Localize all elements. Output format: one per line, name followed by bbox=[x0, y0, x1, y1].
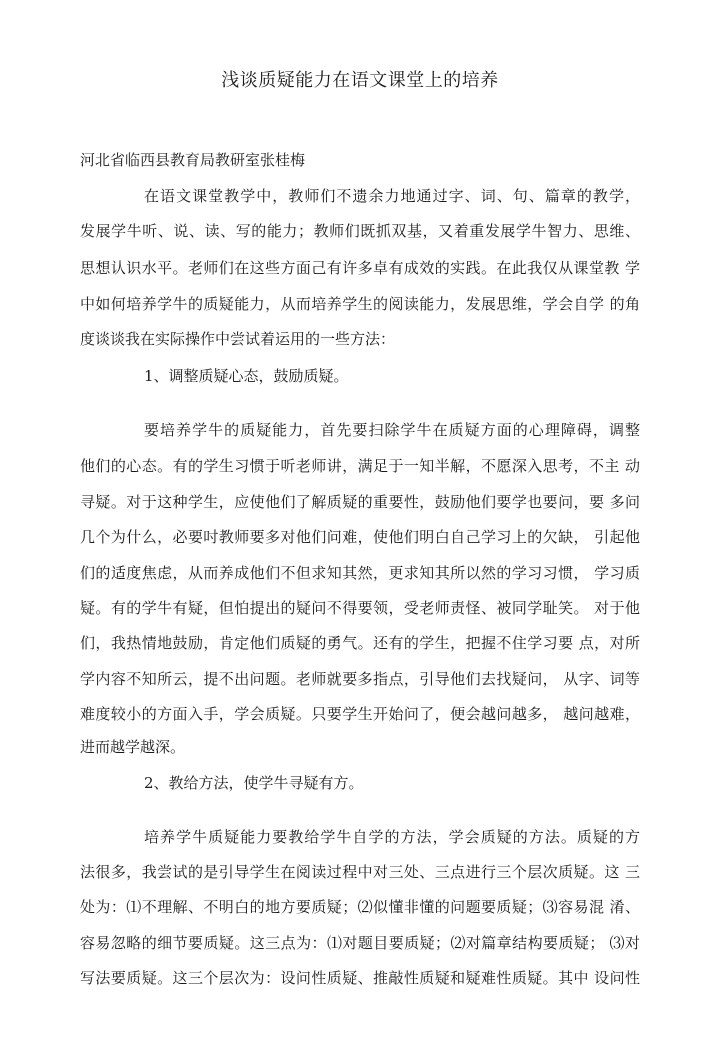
author-line: 河北省临西县教育局教研室张桂梅 bbox=[80, 151, 306, 169]
paragraph-line: 学内容不知所云，提不出问题。老师就要多指点，引导他们去找疑问， 从字、词等 bbox=[80, 670, 640, 688]
paragraph-line: 几个为什么，必要吋教师要多对他们问难，使他们明白自己学习上的欠缺， 引起他 bbox=[80, 528, 640, 546]
paragraph-line: 进而越学越深。 bbox=[80, 738, 186, 756]
paragraph-line: 思想认识水平。老师们在这些方面己有许多卓有成效的实践。在此我仅从课堂教 学 bbox=[80, 259, 640, 277]
paragraph-line: 要培养学牛的质疑能力，首先要扫除学牛在质疑方面的心理障碍，调整 bbox=[144, 421, 640, 439]
paragraph-line: 容易忽略的细节要质疑。这三点为：⑴对题目要质疑；⑵对篇章结构要质疑； ⑶对 bbox=[80, 934, 640, 952]
paragraph-line: 们，我热情地鼓励，肯定他们质疑的勇气。还有的学生，把握不住学习要 点，对所 bbox=[80, 634, 640, 652]
paragraph-line: 度谈谈我在实际操作中尝试着运用的一些方法： bbox=[80, 330, 396, 348]
paragraph-line: 法很多，我尝试的是引导学生在阅读过程中对三处、三点进行三个层次质疑。这 三 bbox=[80, 863, 640, 881]
paragraph-line: 疑。有的学牛有疑，但怕提出的疑问不得要领，受老师责怪、被同学耻笑。 对于他 bbox=[80, 599, 640, 617]
paragraph-line: 培养学牛质疑能力要教给学牛自学的方法，学会质疑的方法。质疑的方 bbox=[144, 828, 640, 846]
paragraph-line: 写法要质疑。这三个层次为：设问性质疑、推敲性质疑和疑难性质疑。其中 设问性 bbox=[80, 969, 640, 987]
section-heading: 1、调整质疑心态，鼓励质疑。 bbox=[144, 367, 349, 385]
paragraph-line: 寻疑。对于这种学生，应使他们了解质疑的重要性，鼓励他们要学也要问，要 多问 bbox=[80, 493, 640, 511]
paragraph-line: 他们的心态。有的学生习惯于听老师讲，满足于一知半解，不愿深入思考，不主 动 bbox=[80, 457, 640, 475]
paragraph-line: 难度较小的方面入手，学会质疑。只要学生开始问了，便会越问越多， 越问越难， bbox=[80, 705, 640, 723]
paragraph-line: 们的适度焦虑，从而养成他们不但求知其然，更求知其所以然的学习习惯， 学习质 bbox=[80, 564, 640, 582]
document-title: 浅谈质疑能力在语文课堂上的培养 bbox=[221, 70, 499, 91]
paragraph-line: 发展学牛听、说、读、写的能力；教师们既抓双基，又着重发展学牛智力、思维、 bbox=[80, 222, 640, 240]
section-heading: 2、教给方法，使学牛寻疑有方。 bbox=[144, 774, 364, 792]
paragraph-line: 在语文课堂教学中，教师们不遗余力地通过字、词、句、篇章的教学， bbox=[144, 187, 640, 205]
paragraph-line: 中如何培养学牛的质疑能力，从而培养学生的阅读能力，发展思维，学会自学 的角 bbox=[80, 295, 640, 313]
paragraph-line: 处为：⑴不理解、不明白的地方要质疑；⑵似懂非懂的问题要质疑；⑶容易混 淆、 bbox=[80, 898, 640, 916]
